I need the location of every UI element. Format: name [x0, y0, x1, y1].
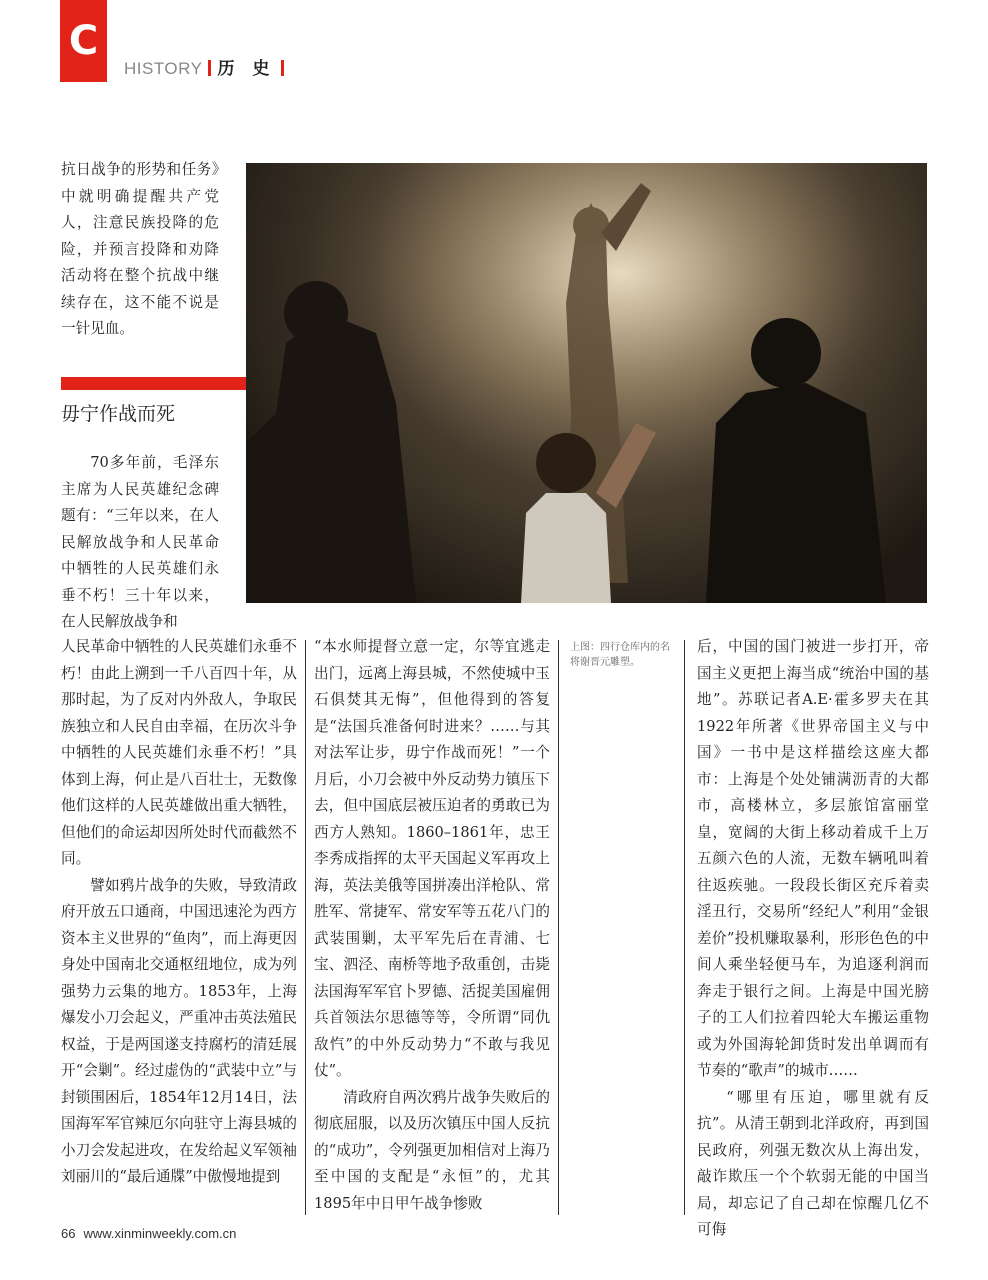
website-url: www.xinminweekly.com.cn	[83, 1226, 237, 1241]
column-2	[314, 634, 550, 1217]
column-divider	[305, 640, 306, 1215]
page-footer	[61, 1226, 236, 1241]
column-4	[697, 634, 929, 1244]
column-divider	[684, 640, 685, 1215]
section-name-zh: 历 史	[217, 59, 276, 79]
section-header	[124, 58, 290, 80]
section-tag: C	[60, 0, 107, 82]
header-divider-end	[281, 60, 284, 76]
paragraph: 70多年前，毛泽东主席为人民英雄纪念碑题有：“三年以来，在人民解放战争和人民革命中牺牲的人民英雄们永垂不朽！三十年以来，在人民解放战争和	[61, 454, 219, 630]
paragraph: 譬如鸦片战争的失败，导致清政府开放五口通商，中国迅速沦为西方资本主义世界的“鱼肉”，而上海更因身处中国南北交通枢纽地位，成为列强势力云集的地方。1853年，上海爆发小刀会起义，严重冲击英法殖民权益，于是两国遂支持腐朽的清廷展开“会剿”。经过虚伪的“武装中立”与封锁围困后，1854年12月14日，法国海军军官辣厄尔向驻守上海县城的小刀会发起进攻，在发给起义军领袖刘丽川的“最后通牒”中傲慢地提到	[61, 876, 297, 1185]
section-bar	[61, 377, 246, 390]
paragraph: 后，中国的国门被进一步打开，帝国主义更把上海当成“统治中国的基地”。苏联记者A.E·霍多罗夫在其1922年所著《世界帝国主义与中国》一书中是这样描绘这座大都市：上海是个处处铺满沥青的大都市，高楼林立，多层旅馆富丽堂皇，宽阔的大街上移动着成千上万五颜六色的人流，无数车辆吼叫着往返疾驰。一段段长街区充斥着卖淫丑行，交易所“经纪人”利用“金银差价”投机赚取暴利，形形色色的中间人乘坐轻便马车，为追逐利润而奔走于银行之间。上海是中国光膀子的工人们拉着四轮大车搬运重物或为外国海轮卸货时发出单调而有节奏的“歌声”的城市……	[697, 638, 929, 1079]
header-divider	[208, 60, 211, 76]
sculpture-scene-image	[246, 163, 927, 603]
paragraph: “哪里有压迫，哪里就有反抗”。从清王朝到北洋政府，再到国民政府，列强无数次从上海出发，敲诈欺压一个个软弱无能的中国当局，却忘记了自己却在惊醒几亿不可侮	[697, 1088, 929, 1238]
paragraph: 清政府自两次鸦片战争失败后的彻底屈服，以及历次镇压中国人反抗的“成功”，令列强更加相信对上海乃至中国的支配是“永恒”的，尤其1895年中日甲午战争惨败	[314, 1088, 550, 1212]
photo-caption: 上图：四行仓库内的名将谢晋元雕塑。	[570, 642, 670, 668]
column-1-top	[61, 157, 219, 343]
section-title: 毋宁作战而死	[61, 403, 176, 425]
paragraph: 抗日战争的形势和任务》中就明确提醒共产党人，注意民族投降的危险，并预言投降和劝降活动将在整个抗战中继续存在，这不能不说是一针见血。	[61, 161, 219, 337]
column-1-mid	[61, 450, 219, 636]
paragraph: “本水师提督立意一定，尔等宜逃走出门，远离上海县城，不然使城中玉石俱焚其无悔”，但他得到的答复是“法国兵准备何时进来？……与其对法军让步，毋宁作战而死！”一个月后，小刀会被中外反动势力镇压下去，但中国底层被压迫者的勇敢已为西方人熟知。1860–1861年，忠王李秀成指挥的太平天国起义军再攻上海，英法美俄等国拼凑出洋枪队、常胜军、常捷军、常安军等五花八门的武装围剿，太平军先后在青浦、七宝、泗泾、南桥等地予敌重创，击毙法国海军军官卜罗德、活捉美国雇佣兵首领法尔思德等等，令所谓“同仇敌忾”的中外反动势力“不敢与我见仗”。	[314, 638, 550, 1079]
page-number: 66	[61, 1226, 76, 1241]
section-name-en: HISTORY	[124, 59, 203, 78]
column-divider	[558, 640, 559, 1215]
museum-photo	[246, 163, 927, 603]
paragraph: 人民革命中牺牲的人民英雄们永垂不朽！由此上溯到一千八百四十年，从那时起，为了反对内外敌人，争取民族独立和人民自由幸福，在历次斗争中牺牲的人民英雄们永垂不朽！”具体到上海，何止是八百壮士，无数像他们这样的人民英雄做出重大牺牲，但他们的命运却因所处时代而截然不同。	[61, 638, 297, 867]
column-1-bottom	[61, 634, 297, 1191]
